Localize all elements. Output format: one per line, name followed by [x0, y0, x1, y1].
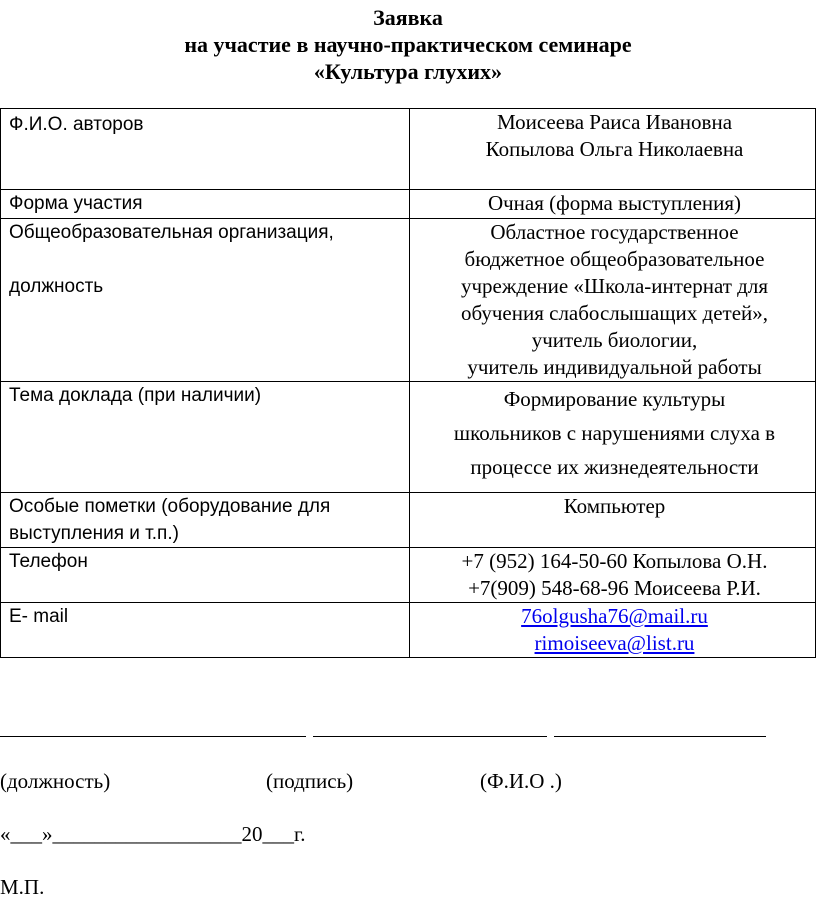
application-form-table — [0, 108, 816, 658]
organization-value — [410, 219, 816, 382]
email-label: E- mail — [1, 603, 410, 658]
organization-label-line-2: должность — [9, 276, 104, 297]
title-line-3: «Культура глухих» — [313, 59, 503, 84]
table-row-participation — [1, 190, 816, 219]
name-signature-line — [554, 736, 766, 737]
table-row-authors — [1, 109, 816, 190]
table-row-organization — [1, 219, 816, 382]
author-2: Копылова Ольга Николаевна — [485, 137, 744, 161]
organization-value-line-1: Областное государственное — [490, 220, 739, 244]
notes-value: Компьютер — [410, 493, 816, 548]
signature-line — [313, 736, 547, 737]
table-row-topic — [1, 382, 816, 493]
signature-caption: (подпись) — [266, 769, 354, 793]
table-row-notes — [1, 493, 816, 548]
table-row-email — [1, 603, 816, 658]
participation-label: Форма участия — [1, 190, 410, 219]
document-title — [0, 4, 816, 85]
notes-label-line-2: выступления и т.п.) — [9, 523, 179, 544]
notes-label-line-1: Особые пометки (оборудование для — [9, 496, 331, 517]
phone-value — [410, 548, 816, 603]
participation-value: Очная (форма выступления) — [410, 190, 816, 219]
notes-label — [1, 493, 410, 548]
organization-value-line-6: учитель индивидуальной работы — [467, 355, 762, 379]
phone-label: Телефон — [1, 548, 410, 603]
authors-label: Ф.И.О. авторов — [1, 109, 410, 190]
authors-value — [410, 109, 816, 190]
name-caption: (Ф.И.О .) — [480, 769, 562, 793]
stamp-label: М.П. — [0, 875, 45, 899]
table-row-phone — [1, 548, 816, 603]
title-line-1: Заявка — [373, 5, 443, 30]
organization-value-line-2: бюджетное общеобразовательное — [464, 247, 765, 271]
topic-value-line-1: Формирование культуры — [503, 387, 726, 411]
email-link-1[interactable]: 76olgusha76@mail.ru — [521, 604, 708, 628]
title-line-2: на участие в научно-практическом семинаре — [184, 32, 632, 57]
date-line: «___»__________________20___г. — [0, 822, 306, 846]
topic-value — [410, 382, 816, 493]
position-signature-line — [0, 736, 306, 737]
phone-line-1: +7 (952) 164-50-60 Копылова О.Н. — [461, 549, 768, 573]
phone-line-2: +7(909) 548-68-96 Моисеева Р.И. — [468, 576, 761, 600]
organization-value-line-5: учитель биологии, — [531, 328, 698, 352]
email-link-2[interactable]: rimoiseeva@list.ru — [534, 631, 695, 655]
topic-value-line-3: процессе их жизнедеятельности — [470, 455, 759, 479]
organization-value-line-4: обучения слабослышащих детей», — [460, 301, 769, 325]
topic-label: Тема доклада (при наличии) — [1, 382, 410, 493]
organization-value-line-3: учреждение «Школа-интернат для — [460, 274, 769, 298]
organization-label — [1, 219, 410, 382]
position-caption: (должность) — [0, 769, 111, 793]
author-1: Моисеева Раиса Ивановна — [496, 110, 733, 134]
organization-label-line-1: Общеобразовательная организация, — [9, 222, 334, 243]
email-value — [410, 603, 816, 658]
topic-value-line-2: школьников с нарушениями слуха в — [453, 421, 776, 445]
organization-label-gap — [9, 246, 409, 273]
